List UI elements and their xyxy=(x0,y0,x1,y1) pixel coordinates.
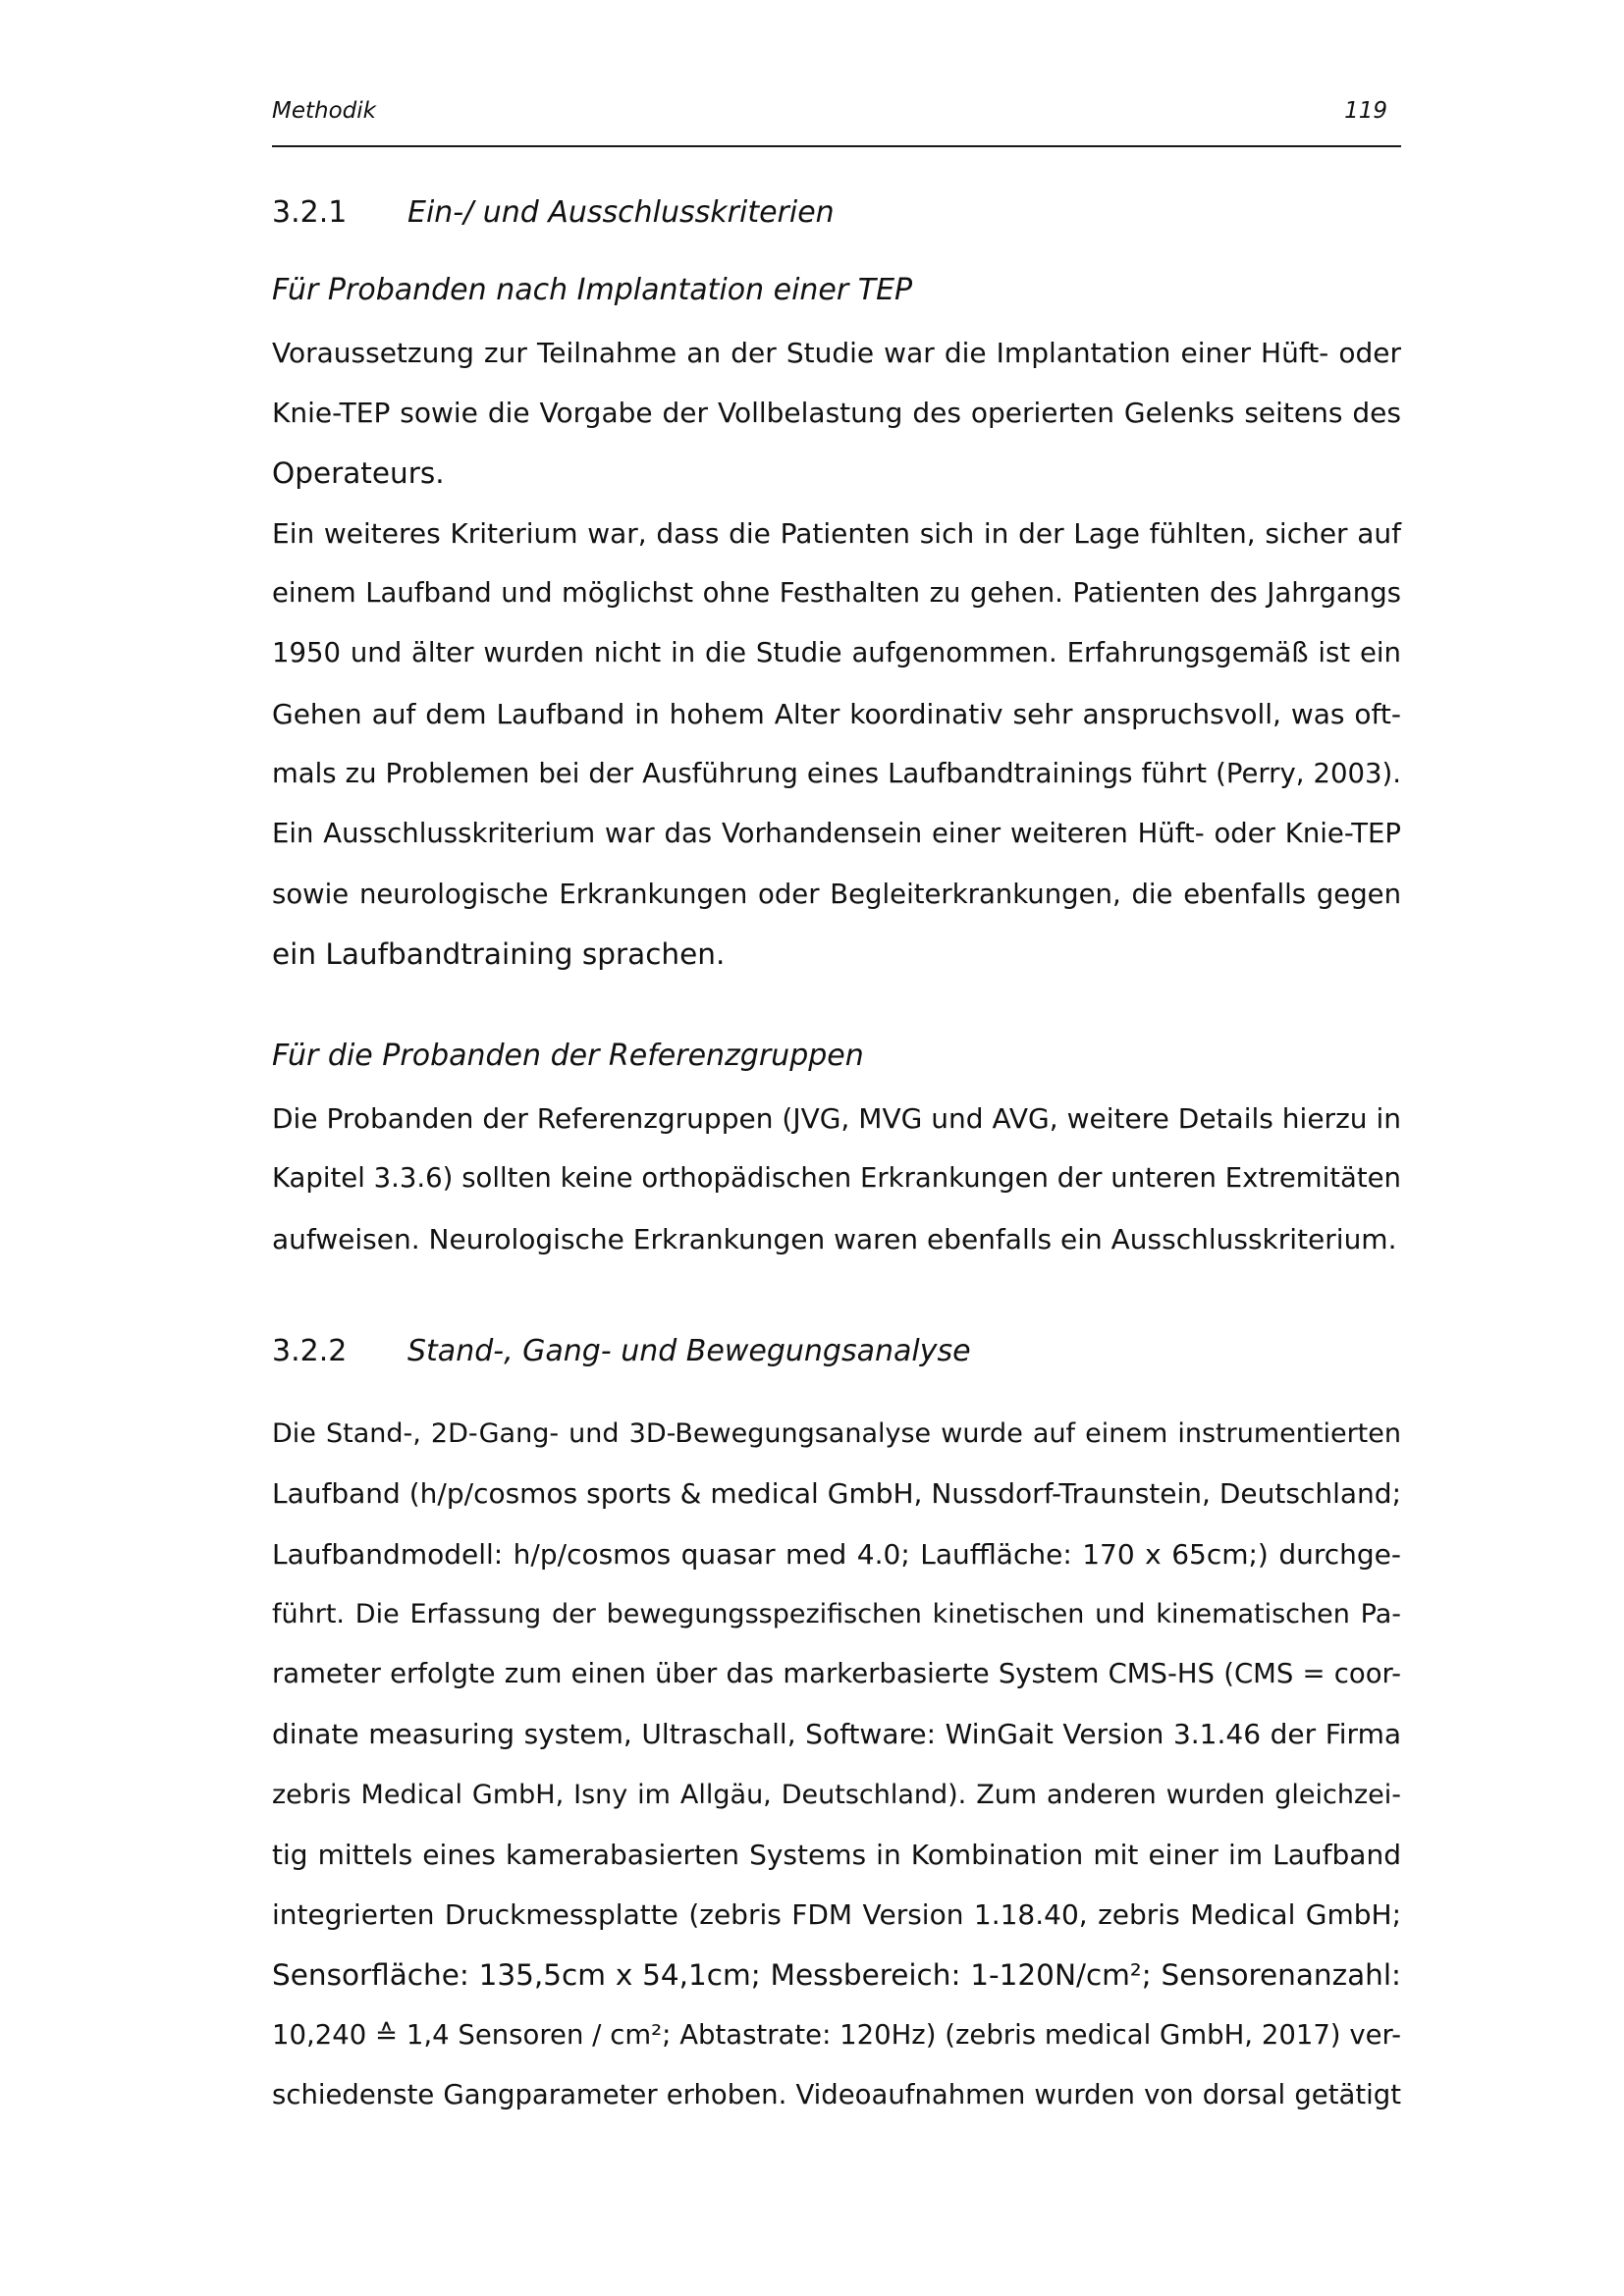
section-title: Ein-/ und Ausschlusskriterien xyxy=(407,195,835,230)
text-line: Laufband (h/p/cosmos sports & medical GmbH, Nussdorf-Traunstein, Deutschland; xyxy=(272,1477,1401,1511)
section-number: 3.2.1 xyxy=(272,195,348,230)
page-number: 119 xyxy=(1344,98,1387,124)
text-line: 10,240 ≙ 1,4 Sensoren / cm²; Abtastrate: 120Hz) (zebris medical GmbH, 2017) ver- xyxy=(272,2018,1401,2051)
text-line: Die Probanden der Referenzgruppen (JVG, MVG und AVG, weitere Details hierzu in xyxy=(272,1102,1401,1135)
text-line: sowie neurologische Erkrankungen oder Begleiterkrankungen, die ebenfalls gegen xyxy=(272,878,1401,910)
text-line: schiedenste Gangparameter erhoben. Videoaufnahmen wurden von dorsal getätigt xyxy=(272,2079,1401,2111)
text-line: Die Stand-, 2D-Gang- und 3D-Bewegungsanalyse wurde auf einem instrumentierten xyxy=(272,1418,1401,1449)
text-line: dinate measuring system, Ultraschall, Software: WinGait Version 3.1.46 der Firma xyxy=(272,1718,1401,1751)
paragraph-tep xyxy=(272,323,1401,985)
section-number: 3.2.2 xyxy=(272,1334,348,1368)
text-line: Operateurs. xyxy=(272,455,445,490)
text-line: zebris Medical GmbH, Isny im Allgäu, Deutschland). Zum anderen wurden gleichzei- xyxy=(272,1779,1401,1810)
subheading-tep: Für Probanden nach Implantation einer TEP xyxy=(272,273,913,307)
text-line: einem Laufband und möglichst ohne Festhalten zu gehen. Patienten des Jahrgangs xyxy=(272,577,1401,610)
section-heading-3-2-2 xyxy=(272,1332,971,1371)
text-line: integrierten Druckmessplatte (zebris FDM Version 1.18.40, zebris Medical GmbH; xyxy=(272,1898,1401,1932)
section-title: Stand-, Gang- und Bewegungsanalyse xyxy=(407,1334,971,1368)
paragraph-reference xyxy=(272,1089,1401,1269)
text-line: tig mittels eines kamerabasierten Systems in Kombination mit einer im Laufband xyxy=(272,1839,1401,1872)
paragraph-gait-analysis xyxy=(272,1404,1401,2126)
subheading-reference: Für die Probanden der Referenzgruppen xyxy=(272,1039,864,1073)
text-line: Gehen auf dem Laufband in hohem Alter koordinativ sehr anspruchsvoll, was oft- xyxy=(272,697,1401,730)
section-heading-3-2-1 xyxy=(272,193,835,233)
text-line: Ein Ausschlusskriterium war das Vorhandensein einer weiteren Hüft- oder Knie-TEP xyxy=(272,818,1401,850)
running-header xyxy=(272,96,1401,147)
text-line: Laufbandmodell: h/p/cosmos quasar med 4.0; Lauffläche: 170 x 65cm;) durchge- xyxy=(272,1537,1401,1571)
text-line: mals zu Problemen bei der Ausführung eines Laufbandtrainings führt (Perry, 2003). xyxy=(272,758,1401,790)
text-line: Voraussetzung zur Teilnahme an der Studie war die Implantation einer Hüft- oder xyxy=(272,337,1401,369)
text-line: aufweisen. Neurologische Erkrankungen waren ebenfalls ein Ausschlusskriterium. xyxy=(272,1222,1397,1255)
header-section-title: Methodik xyxy=(272,98,376,124)
text-line: 1950 und älter wurden nicht in die Studie aufgenommen. Erfahrungsgemäß ist ein xyxy=(272,637,1401,669)
text-line: ein Laufbandtraining sprachen. xyxy=(272,936,726,971)
text-line: führt. Die Erfassung der bewegungsspezifischen kinetischen und kinematischen Pa- xyxy=(272,1598,1401,1629)
text-line: Kapitel 3.3.6) sollten keine orthopädischen Erkrankungen der unteren Extremitäten xyxy=(272,1162,1401,1195)
text-line: Knie-TEP sowie die Vorgabe der Vollbelastung des operierten Gelenks seitens des xyxy=(272,397,1401,430)
text-line: rameter erfolgte zum einen über das markerbasierte System CMS-HS (CMS = coor- xyxy=(272,1658,1401,1690)
document-page xyxy=(272,0,1401,2296)
text-line: Sensorfläche: 135,5cm x 54,1cm; Messbereich: 1-120N/cm²; Sensorenanzahl: xyxy=(272,1957,1401,1992)
text-line: Ein weiteres Kriterium war, dass die Patienten sich in der Lage fühlten, sicher auf xyxy=(272,516,1401,550)
